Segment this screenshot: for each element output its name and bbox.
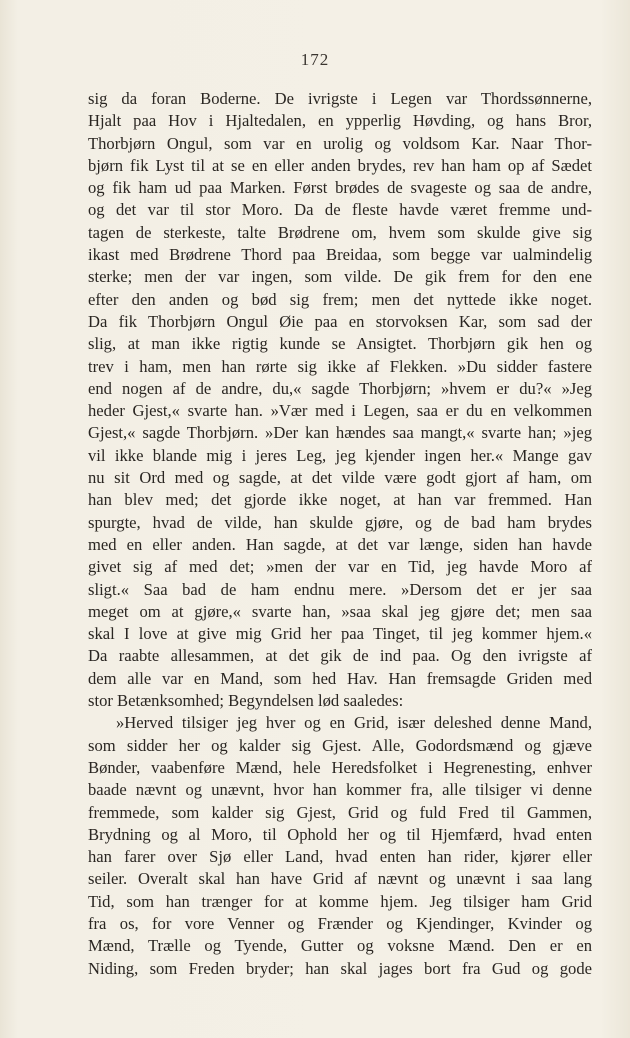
text-line: efter den anden og bød sig frem; men det nyttede ikke noget. <box>88 289 592 309</box>
text-line: Gjest,« sagde Thorbjørn. »Der kan hændes saa mangt,« svarte han; »jeg <box>88 423 592 443</box>
text-line: sligt.« Saa bad de ham endnu mere. »Dersom det er jer saa <box>88 579 592 599</box>
text-line: fremmede, som kalder sig Gjest, Grid og fuld Fred til Gammen, <box>88 802 592 822</box>
text-line: vil ikke blande mig i jeres Leg, jeg kjender ingen her.« Mange gav <box>88 445 592 465</box>
text-line: baade nævnt og unævnt, hvor han kommer fra, alle tilsiger vi denne <box>88 780 592 800</box>
text-line: han farer over Sjø eller Land, hvad enten han rider, kjører eller <box>88 847 592 867</box>
text-line: og fik ham ud paa Marken. Først brødes de svageste og saa de andre, <box>88 178 592 198</box>
text-line: Mænd, Trælle og Tyende, Gutter og voksne Mænd. Den er en <box>88 936 592 956</box>
text-line: meget om at gjøre,« svarte han, »saa skal jeg gjøre det; men saa <box>88 601 592 621</box>
text-line: givet sig af med det; »men der var en Tid, jeg havde Moro af <box>88 557 592 577</box>
text-line: stor Betænksomhed; Begyndelsen lød saaledes: <box>88 691 404 711</box>
text-line: Da fik Thorbjørn Ongul Øie paa en storvoksen Kar, som sad der <box>88 311 592 331</box>
text-line: Thorbjørn Ongul, som var en urolig og voldsom Kar. Naar Thor- <box>88 133 592 153</box>
text-line: Tid, som han trænger for at komme hjem. Jeg tilsiger ham Grid <box>88 891 592 911</box>
text-line: dem alle var en Mand, som hed Hav. Han fremsagde Griden med <box>88 668 592 688</box>
text-line: sig da foran Boderne. De ivrigste i Legen var Thordssønnerne, <box>88 89 592 108</box>
text-line: bjørn fik Lyst til at se en eller anden brydes, rev han ham op af Sædet <box>88 155 592 175</box>
text-line: seiler. Overalt skal han have Grid af nævnt og unævnt i saa lang <box>88 869 592 889</box>
text-line: slig, at man ikke rigtig kunde se Ansigtet. Thorbjørn gik hen og <box>88 334 592 354</box>
text-line: Da raabte allesammen, at det gik de ind paa. Og den ivrigste af <box>88 646 592 666</box>
text-line: trev i ham, men han rørte sig ikke af Flekken. »Du sidder fastere <box>88 356 592 376</box>
body-text <box>88 88 592 980</box>
text-line: Hjalt paa Hov i Hjaltedalen, en ypperlig Høvding, og hans Bror, <box>88 111 592 131</box>
text-line: »Herved tilsiger jeg hver og en Grid, især deleshed denne Mand, <box>116 713 592 733</box>
text-line: Niding, som Freden bryder; han skal jages bort fra Gud og gode <box>88 958 592 978</box>
text-line: med en eller anden. Han sagde, at det var længe, siden han havde <box>88 534 592 554</box>
text-line: skal I love at give mig Grid her paa Tinget, til jeg kommer hjem.« <box>88 624 592 644</box>
text-line: som sidder her og kalder sig Gjest. Alle, Godordsmænd og gjæve <box>88 735 592 755</box>
text-line: end nogen af de andre, du,« sagde Thorbjørn; »hvem er du?« »Jeg <box>88 378 592 398</box>
text-line: heder Gjest,« svarte han. »Vær med i Legen, saa er du en velkommen <box>88 401 592 421</box>
text-line: sterke; men der var ingen, som vilde. De gik frem for den ene <box>88 267 592 287</box>
text-line: fra os, for vore Venner og Frænder og Kjendinger, Kvinder og <box>88 913 592 933</box>
text-line: Bønder, vaabenføre Mænd, hele Heredsfolket i Hegrenesting, enhver <box>88 757 592 777</box>
page-number: 172 <box>300 50 330 69</box>
text-line: og det var til stor Moro. Da de fleste havde været fremme und- <box>88 200 592 220</box>
text-line: ikast med Brødrene Thord paa Breidaa, som begge var ualmindelig <box>88 245 592 265</box>
text-line: han blev med; det gjorde ikke noget, at han var fremmed. Han <box>88 490 592 510</box>
text-line: nu sit Ord med og sagde, at det vilde være godt gjort af ham, om <box>88 468 592 488</box>
text-line: tagen de sterkeste, talte Brødrene om, hvem som skulde give sig <box>88 222 592 242</box>
text-line: spurgte, hvad de vilde, han skulde gjøre, og de bad ham brydes <box>88 512 592 532</box>
text-line: Brydning og al Moro, til Ophold her og til Hjemfærd, hvad enten <box>88 824 592 844</box>
